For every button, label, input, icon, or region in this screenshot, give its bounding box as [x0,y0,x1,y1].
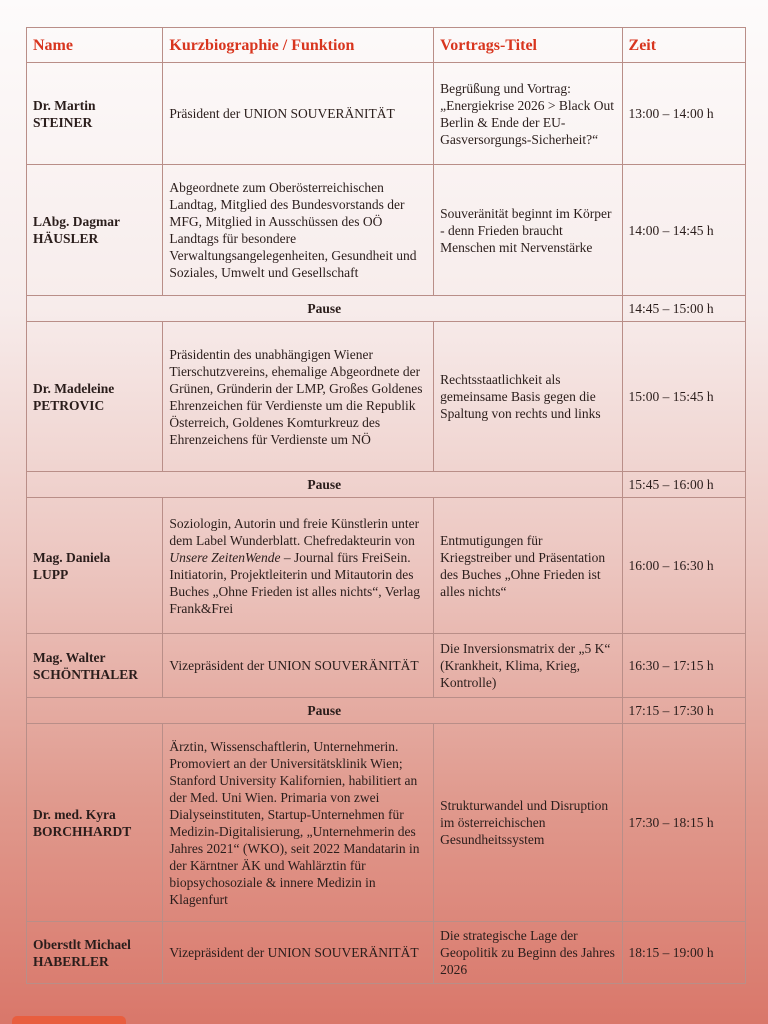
table-row [27,634,746,698]
talk-title: Die Inversionsmatrix der „5 K“ (Krankheit, Klima, Krieg, Kontrolle) [434,634,622,698]
journal-title: Unsere ZeitenWende [169,549,281,565]
speaker-name: LAbg. Dagmar HÄUSLER [27,165,163,296]
pause-time: 14:45 – 15:00 h [622,296,745,322]
talk-title: Begrüßung und Vortrag: „Energiekrise 2026 > Black Out Berlin & Ende der EU-Gasversorgungs-Sicherheit?“ [434,63,622,165]
header-bio: Kurzbiographie / Funktion [163,28,434,63]
talk-title: Strukturwandel und Disruption im österreichischen Gesundheitssystem [434,724,622,922]
pause-row [27,296,746,322]
speaker-name: Oberstlt Michael HABERLER [27,922,163,984]
table-row [27,498,746,634]
pause-time: 15:45 – 16:00 h [622,472,745,498]
table-row [27,165,746,296]
schedule-table [26,27,746,984]
table-header-row [27,28,746,63]
speaker-name: Dr. med. Kyra BORCHHARDT [27,724,163,922]
header-talk: Vortrags-Titel [434,28,622,63]
pause-label: Pause [27,296,623,322]
header-time: Zeit [622,28,745,63]
speaker-bio: Vizepräsident der UNION SOUVERÄNITÄT [163,634,434,698]
speaker-bio: Präsident der UNION SOUVERÄNITÄT [163,63,434,165]
speaker-bio: Abgeordnete zum Oberösterreichischen Landtag, Mitglied des Bundesvorstands der MFG, Mitglied in Ausschüssen des OÖ Landtags für besondere Verwaltungsangelegenheiten, Gesundheit und Soziales, Umwelt und Gesellschaft [163,165,434,296]
talk-title: Die strategische Lage der Geopolitik zu Beginn des Jahres 2026 [434,922,622,984]
speaker-bio: Ärztin, Wissenschaftlerin, Unternehmerin. Promoviert an der Universitätsklinik Wien; Stanford University Kalifornien, habilitiert an der Med. Uni Wien. Primaria von zwei Dialyseinstituten, Startup-Unternehmen für Medizin-Digitalisierung, „Unternehmerin des Jahres 2021“ (WKO), seit 2022 Mandatarin in der Kärntner ÄK und Wahlärztin für biopsychosoziale & innere Medizin in Klagenfurt [163,724,434,922]
speaker-name: Mag. Walter SCHÖNTHALER [27,634,163,698]
time-slot: 15:00 – 15:45 h [622,322,745,472]
time-slot: 13:00 – 14:00 h [622,63,745,165]
pause-label: Pause [27,698,623,724]
table-row [27,724,746,922]
schedule-wrapper [26,27,746,984]
speaker-name: Dr. Martin STEINER [27,63,163,165]
table-row [27,322,746,472]
speaker-bio: Soziologin, Autorin und freie Künstlerin unter dem Label Wunderblatt. Chefredakteurin von Unsere ZeitenWende – Journal fürs FreiSein. Initiatorin, Projektleiterin und Mitautorin des Buches „Ohne Frieden ist alles nichts“, Verlag Frank&Frei [163,498,434,634]
talk-title: Souveränität beginnt im Körper - denn Frieden braucht Menschen mit Nervenstärke [434,165,622,296]
time-slot: 14:00 – 14:45 h [622,165,745,296]
header-name: Name [27,28,163,63]
speaker-name: Mag. Daniela LUPP [27,498,163,634]
speaker-bio: Vizepräsident der UNION SOUVERÄNITÄT [163,922,434,984]
bottom-tab-decoration [12,1016,126,1024]
table-row [27,922,746,984]
pause-time: 17:15 – 17:30 h [622,698,745,724]
talk-title: Rechtsstaatlichkeit als gemeinsame Basis gegen die Spaltung von rechts und links [434,322,622,472]
pause-label: Pause [27,472,623,498]
pause-row [27,698,746,724]
speaker-bio: Präsidentin des unabhängigen Wiener Tierschutzvereins, ehemalige Abgeordnete der Grünen, Gründerin der LMP, Großes Goldenes Ehrenzeichen für Verdienste um die Republik Österreich, Goldenes Komturkreuz des Ehrenzeichens für Verdienste um NÖ [163,322,434,472]
speaker-name: Dr. Madeleine PETROVIC [27,322,163,472]
time-slot: 16:30 – 17:15 h [622,634,745,698]
time-slot: 16:00 – 16:30 h [622,498,745,634]
table-row [27,63,746,165]
time-slot: 17:30 – 18:15 h [622,724,745,922]
talk-title: Entmutigungen für Kriegstreiber und Präsentation des Buches „Ohne Frieden ist alles nichts“ [434,498,622,634]
time-slot: 18:15 – 19:00 h [622,922,745,984]
pause-row [27,472,746,498]
